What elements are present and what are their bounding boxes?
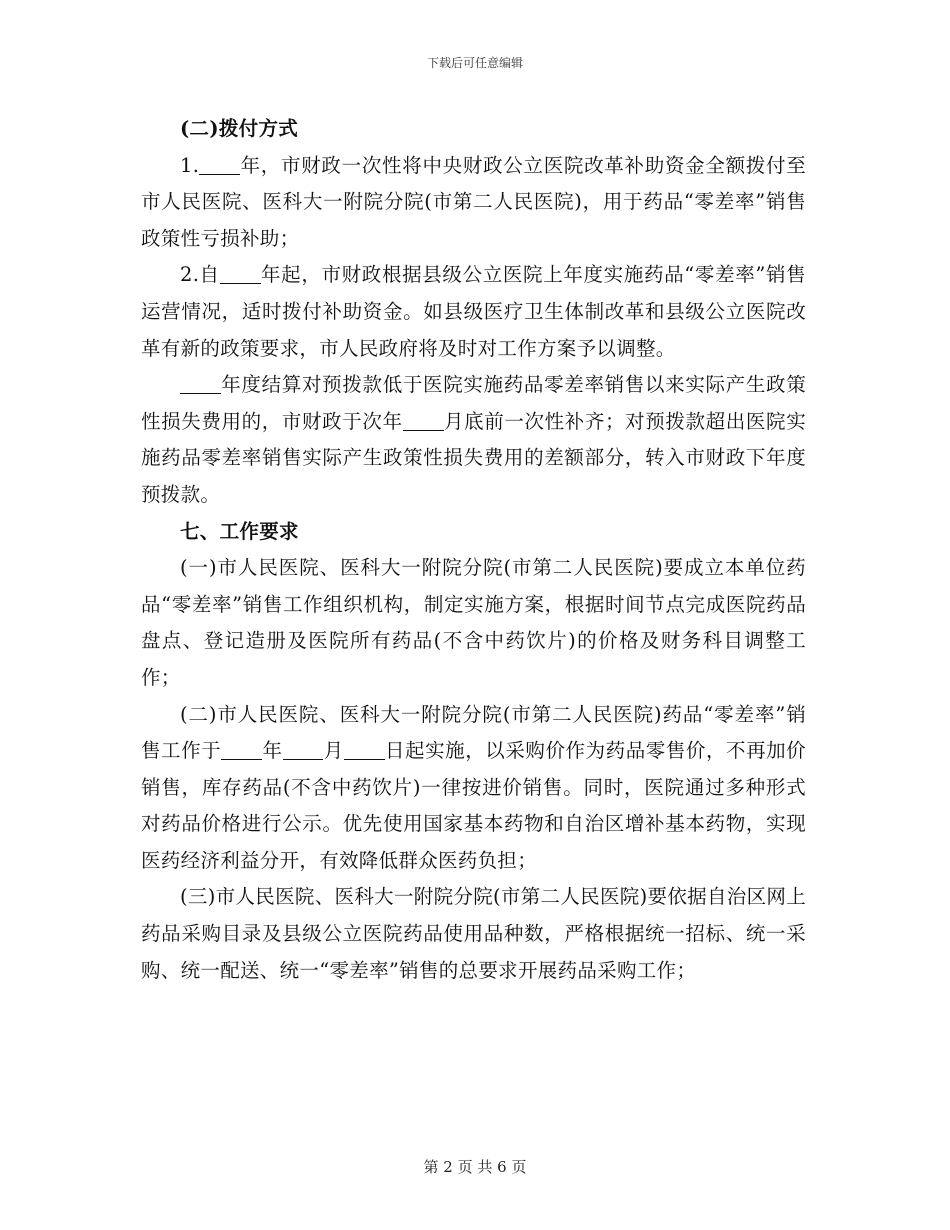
blank-field: [344, 740, 385, 761]
paragraph-requirement-3: (三)市人民医院、医科大一附院分院(市第二人民医院)要依据自治区网上药品采购目录及县级公立医院药品使用品种数，严格根据统一招标、统一采购、统一配送、统一“零差率”销售的总要求开展药品采购工作；: [141, 885, 806, 982]
section-heading-payment-method: (二)拨付方式: [180, 117, 299, 140]
blank-field: [180, 374, 221, 395]
paragraph-payment-2: [141, 257, 806, 367]
page-header: 下载后可任意编辑: [426, 56, 523, 70]
section-heading-work-requirements: 七、工作要求: [180, 519, 299, 543]
blank-field: [221, 740, 262, 761]
paragraph-text: 年: [262, 739, 283, 763]
blank-field: [220, 264, 261, 285]
paragraph-text: 月: [323, 739, 344, 763]
paragraph-requirement-1: (一)市人民医院、医科大一附院分院(市第二人民医院)要成立本单位药品“零差率”销售工作组织机构，制定实施方案，根据时间节点完成医院药品盘点、登记造册及医院所有药品(不含中药饮片)的价格及财务科目调整工作；: [141, 556, 806, 689]
paragraph-requirement-2: [141, 697, 806, 880]
blank-field: [283, 740, 324, 761]
paragraph-text: 1.: [180, 153, 200, 177]
document-body: [141, 111, 806, 989]
paragraph-text: 年度结算对预拨款低于医院实施药品零差率销售以来实际产生政策性损失费用的，市财政于次年: [141, 373, 806, 433]
paragraph-text: (二)市人民医院、医科大一附院分院(市第二人民医院)药品“零差率”销售工作于: [141, 702, 806, 763]
paragraph-payment-1: [141, 148, 806, 258]
paragraph-text: 年，市财政一次性将中央财政公立医院改革补助资金全额拨付至市人民医院、医科大一附院分院(市第二人民医院)，用于药品“零差率”销售政策性亏损补助；: [141, 153, 806, 250]
paragraph-text: 月底前一次性补齐；对预拨款超出医院实施药品零差率销售实际产生政策性损失费用的差额部分，转入市财政下年度预拨款。: [141, 409, 806, 506]
paragraph-text: 2.自: [180, 263, 220, 287]
blank-field: [403, 410, 444, 431]
paragraph-annual-settlement: [141, 367, 806, 513]
paragraph-text: 年起，市财政根据县级公立医院上年度实施药品“零差率”销售运营情况，适时拨付补助资金。如县级医疗卫生体制改革和县级公立医院改革有新的政策要求，市人民政府将及时对工作方案予以调整。: [141, 263, 806, 360]
page-footer: 第 2 页 共 6 页: [423, 1158, 527, 1176]
paragraph-text: 日起实施，以采购价作为药品零售价，不再加价销售，库存药品(不含中药饮片)一律按进价销售。同时，医院通过多种形式对药品价格进行公示。优先使用国家基本药物和自治区增补基本药物，实现医药经济利益分开，有效降低群众医药负担；: [141, 739, 806, 872]
blank-field: [199, 154, 240, 175]
